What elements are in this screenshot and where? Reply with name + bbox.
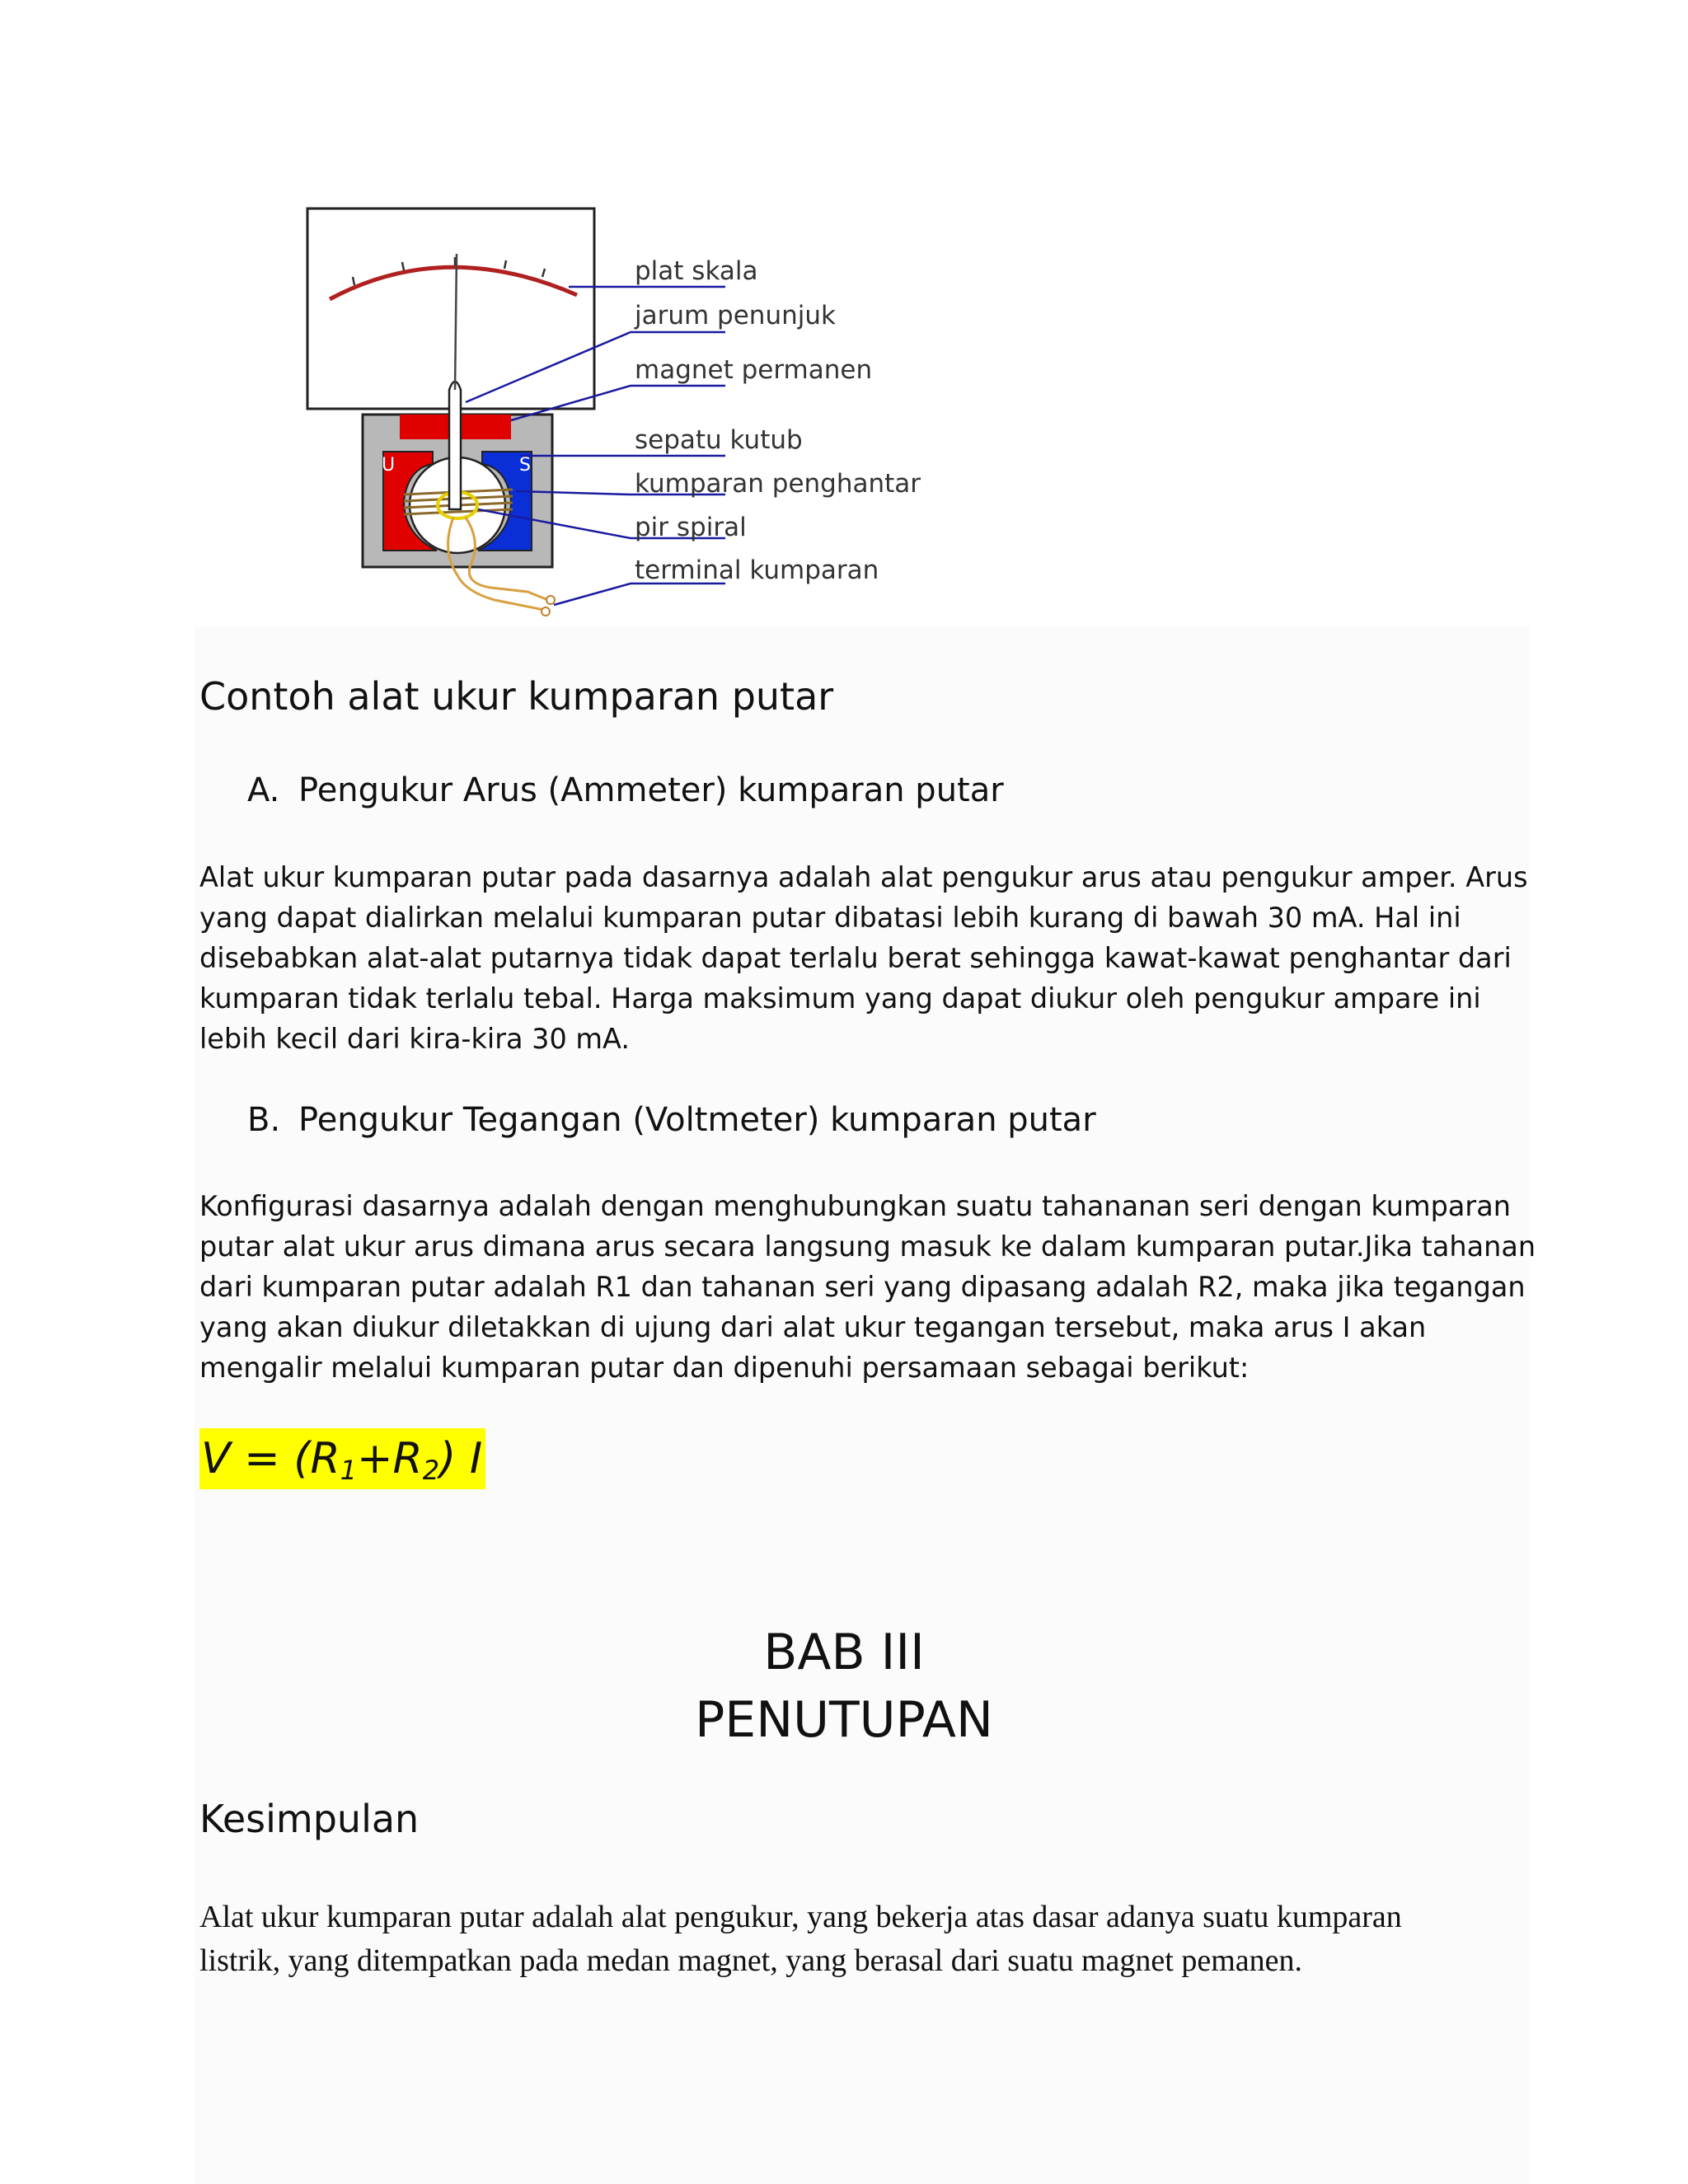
subsection-a-title: Pengukur Arus (Ammeter) kumparan putar: [298, 771, 1004, 809]
chapter-title: PENUTUPAN: [695, 1691, 993, 1749]
pole-label-u: U: [382, 455, 396, 476]
scale-plate-box: [307, 209, 594, 409]
paragraph-line: Alat ukur kumparan putar adalah alat pengukur, yang bekerja atas dasar adanya suatu kumparan: [199, 1900, 1402, 1934]
label-magnet-permanen: magnet permanen: [635, 355, 873, 385]
paragraph-voltmeter: [199, 1186, 1536, 1388]
label-jarum-penunjuk: jarum penunjuk: [635, 301, 836, 330]
paragraph-line: kumparan tidak terlalu tebal. Harga maksimum yang dapat diukur oleh pengukur ampare ini: [199, 982, 1481, 1015]
paragraph-line: putar alat ukur arus dimana arus secara langsung masuk ke dalam kumparan putar.Jika tahanan: [199, 1230, 1536, 1263]
pole-label-s: S: [519, 455, 531, 476]
highlighted-formula: $V = (R_1+R_2)$ I: [199, 1428, 485, 1489]
conclusion-paragraph: [199, 1896, 1518, 1983]
subsection-b-title: Pengukur Tegangan (Voltmeter) kumparan putar: [298, 1101, 1096, 1139]
pointer-needle: [449, 382, 461, 509]
paragraph-line: lebih kecil dari kira-kira 30 mA.: [199, 1023, 631, 1055]
magnet-top-blue: [470, 415, 511, 439]
paragraph-line: yang akan diukur diletakkan di ujung dari alat ukur tegangan tersebut, maka arus I akan: [199, 1311, 1427, 1343]
subsection-b-letter: B.: [247, 1101, 281, 1139]
subsection-b-heading: [247, 1101, 1096, 1139]
chapter-number: BAB III: [763, 1624, 925, 1681]
label-kumparan-penghantar: kumparan penghantar: [635, 469, 921, 499]
moving-coil-meter-diagram: [280, 188, 956, 649]
paragraph-line: listrik, yang ditempatkan pada medan magnet, yang berasal dari suatu magnet pemanen.: [199, 1943, 1302, 1978]
paragraph-ammeter: [199, 857, 1528, 1059]
conclusion-heading: Kesimpulan: [199, 1797, 420, 1841]
label-terminal-kumparan: terminal kumparan: [635, 555, 879, 585]
label-pir-spiral: pir spiral: [635, 513, 747, 542]
subsection-a-heading: [247, 771, 1004, 809]
paragraph-line: Konfigurasi dasarnya adalah dengan menghubungkan suatu tahananan seri dengan kumparan: [199, 1190, 1511, 1222]
subsection-a-letter: A.: [247, 771, 280, 809]
section-title: Contoh alat ukur kumparan putar: [199, 674, 834, 719]
label-sepatu-kutub: sepatu kutub: [635, 425, 803, 455]
paragraph-line: yang dapat dialirkan melalui kumparan putar dibatasi lebih kurang di bawah 30 mA. Hal ini: [199, 902, 1461, 934]
paragraph-line: disebabkan alat-alat putarnya tidak dapat terlalu berat sehingga kawat-kawat penghantar dari: [199, 942, 1512, 974]
paragraph-line: mengalir melalui kumparan putar dan dipenuhi persamaan sebagai berikut:: [199, 1352, 1250, 1384]
paragraph-line: Alat ukur kumparan putar pada dasarnya adalah alat pengukur arus atau pengukur amper. Arus: [199, 861, 1528, 893]
label-plat-skala: plat skala: [635, 256, 758, 286]
paragraph-line: dari kumparan putar adalah R1 dan tahanan seri yang dipasang adalah R2, maka jika tegangan: [199, 1271, 1526, 1303]
